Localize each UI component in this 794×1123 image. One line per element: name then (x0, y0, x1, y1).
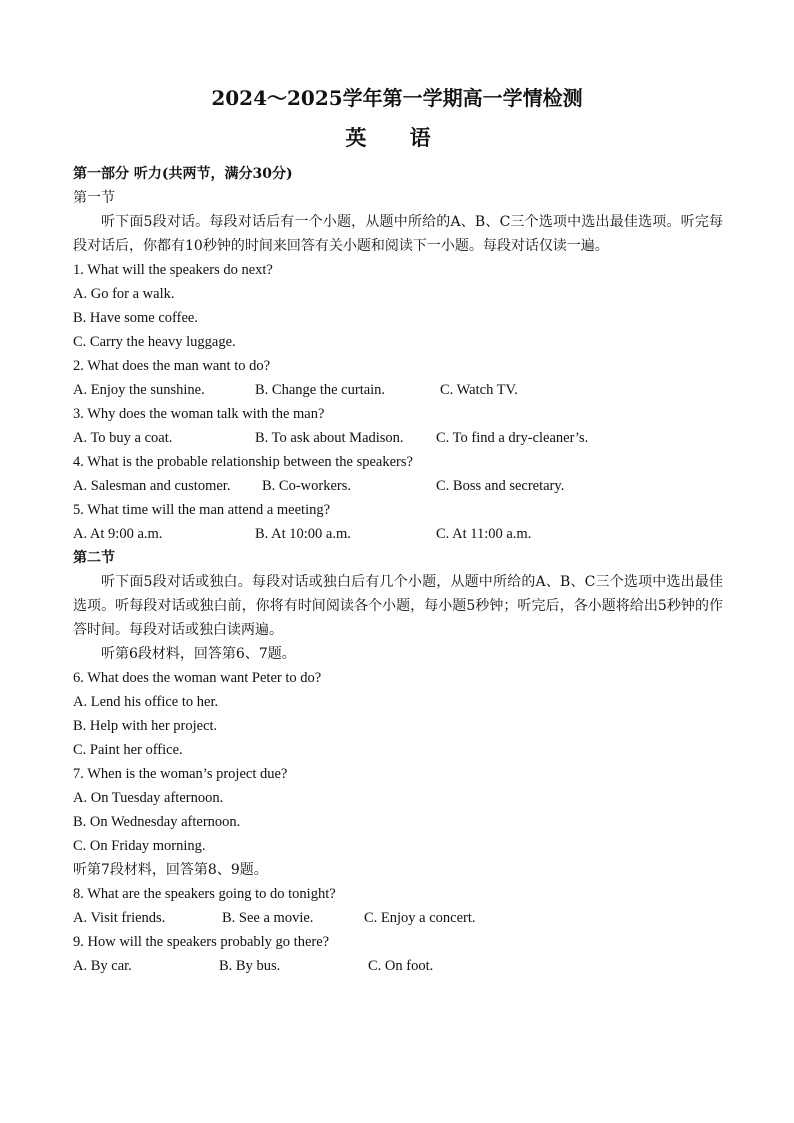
question-2-options (73, 378, 723, 402)
question-8-options (73, 906, 723, 930)
subject-title: 英 语 (345, 125, 449, 150)
question-7-option-b: B. On Wednesday afternoon. (73, 814, 241, 830)
question-8-option-c: C. Enjoy a concert. (364, 910, 476, 926)
question-4-option-a: A. Salesman and customer. (73, 478, 231, 494)
section1-label: 第一节 (73, 190, 115, 206)
exam-content (73, 162, 723, 978)
question-9-stem: 9. How will the speakers probably go there? (73, 934, 330, 950)
question-5-option-b: B. At 10:00 a.m. (255, 526, 351, 542)
question-9-option-a: A. By car. (73, 958, 132, 974)
question-7-stem: 7. When is the woman’s project due? (73, 766, 288, 782)
question-3-option-b: B. To ask about Madison. (255, 430, 404, 446)
question-4-option-c: C. Boss and secretary. (436, 478, 565, 494)
question-8-stem: 8. What are the speakers going to do tonight? (73, 886, 336, 902)
question-2-option-c: C. Watch TV. (440, 382, 518, 398)
material-7-heading: 听第7段材料，回答第8、9题。 (73, 862, 268, 878)
question-1-stem: 1. What will the speakers do next? (73, 262, 273, 278)
question-7-option-c: C. On Friday morning. (73, 838, 206, 854)
question-2-stem: 2. What does the man want to do? (73, 358, 271, 374)
question-3-option-c: C. To find a dry-cleaner’s. (436, 430, 589, 446)
question-5-stem: 5. What time will the man attend a meeting? (73, 502, 331, 518)
question-8-option-a: A. Visit friends. (73, 910, 166, 926)
question-1-option-a: A. Go for a walk. (73, 286, 175, 302)
question-5-options (73, 522, 723, 546)
question-4-options (73, 474, 723, 498)
material-6-heading: 听第6段材料，回答第6、7题。 (101, 646, 296, 662)
question-3-stem: 3. Why does the woman talk with the man? (73, 406, 325, 422)
question-1-option-c: C. Carry the heavy luggage. (73, 334, 236, 350)
question-6-option-b: B. Help with her project. (73, 718, 218, 734)
question-6-option-a: A. Lend his office to her. (73, 694, 219, 710)
question-9-option-b: B. By bus. (219, 958, 281, 974)
question-7-option-a: A. On Tuesday afternoon. (73, 790, 224, 806)
question-3-option-a: A. To buy a coat. (73, 430, 173, 446)
question-5-option-c: C. At 11:00 a.m. (436, 526, 532, 542)
section1-instructions: 听下面5段对话。每段对话后有一个小题，从题中所给的A、B、C三个选项中选出最佳选项。听完每段对话后，你都有10秒钟的时间来回答有关小题和阅读下一小题。每段对话仅读一遍。 (73, 214, 723, 254)
question-9-option-c: C. On foot. (368, 958, 434, 974)
exam-title: 2024～2025学年第一学期高一学情检测 (211, 86, 583, 110)
question-1-option-b: B. Have some coffee. (73, 310, 198, 326)
question-4-option-b: B. Co-workers. (262, 478, 352, 494)
question-2-option-a: A. Enjoy the sunshine. (73, 382, 205, 398)
section2-label: 第二节 (73, 550, 115, 566)
question-5-option-a: A. At 9:00 a.m. (73, 526, 163, 542)
question-2-option-b: B. Change the curtain. (255, 382, 386, 398)
section2-instructions: 听下面5段对话或独白。每段对话或独白后有几个小题，从题中所给的A、B、C三个选项中选出最佳选项。听每段对话或独白前，你将有时间阅读各个小题，每小题5秒钟；听完后，各小题将给出5秒钟的作答时间。每段对话或独白读两遍。 (73, 574, 723, 638)
question-4-stem: 4. What is the probable relationship between the speakers? (73, 454, 413, 470)
question-6-stem: 6. What does the woman want Peter to do? (73, 670, 322, 686)
question-9-options (73, 954, 723, 978)
question-6-option-c: C. Paint her office. (73, 742, 183, 758)
question-3-options (73, 426, 723, 450)
question-8-option-b: B. See a movie. (222, 910, 314, 926)
part1-heading: 第一部分 听力(共两节，满分30分) (73, 166, 293, 182)
